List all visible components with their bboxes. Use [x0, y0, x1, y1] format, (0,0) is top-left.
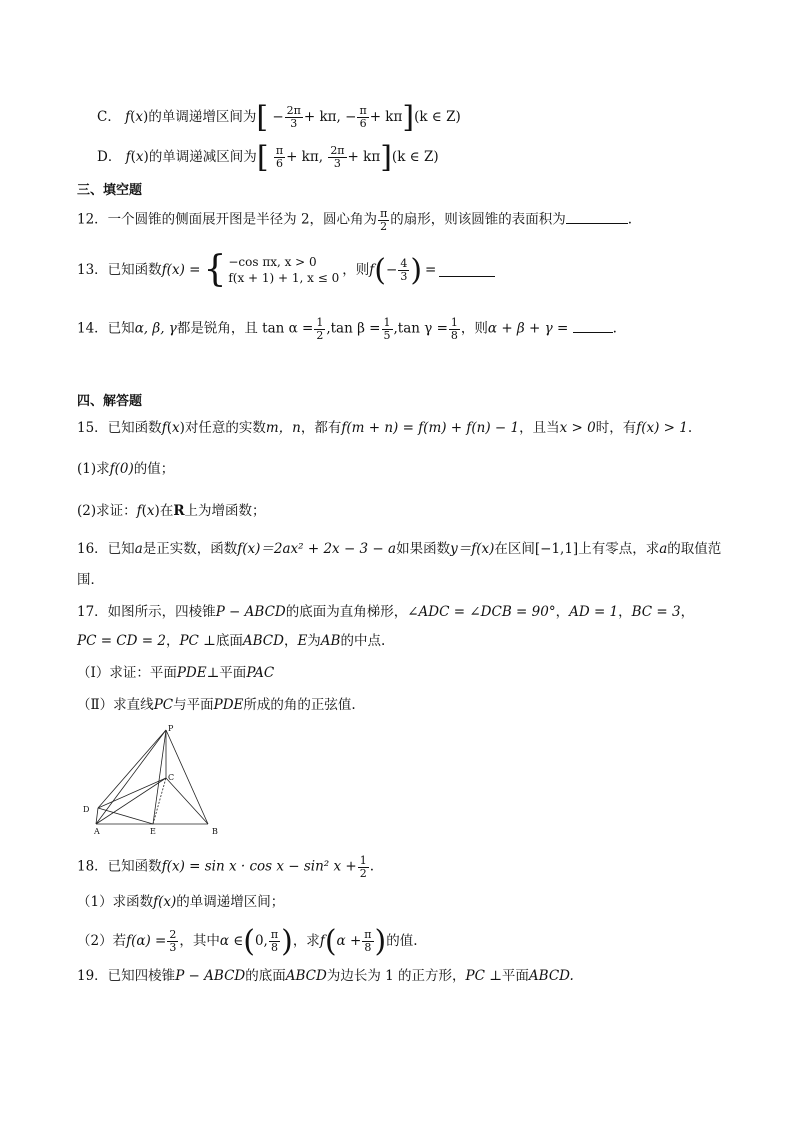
fraction: $\frac{\pi}{2}$	[380, 207, 388, 233]
question-18-part-1: （1）求函数f(x)的单调递增区间；	[77, 894, 285, 910]
fraction: $\frac{1}{8}$	[450, 316, 458, 342]
fraction: $\frac{2\pi}{3}$	[330, 144, 345, 170]
question-18: 18．已知函数f(x) = sin x · cos x − sin² x + $\frac{1}{2}$ .	[77, 854, 375, 880]
vertex-label-p: P	[168, 724, 174, 733]
vertex-label-e: E	[150, 827, 156, 836]
fraction: $\frac{2}{3}$	[169, 928, 177, 954]
answer-blank[interactable]	[439, 264, 495, 277]
math-fx: f	[125, 109, 131, 125]
fraction: $\frac{\pi}{6}$	[359, 104, 367, 130]
pyramid-figure	[78, 722, 228, 837]
question-17-part-1: （Ⅰ）求证：平面PDE⊥平面PAC	[77, 665, 275, 681]
vertex-label-d: D	[83, 805, 90, 814]
question-16-line-2: 围．	[77, 572, 104, 588]
fraction: $\frac{1}{2}$	[359, 854, 367, 880]
question-16-line-1: 16．已知a是正实数，函数f(x)＝2ax² + 2x − 3 − a如果函数y＝f(x)在区间[−1,1]上有零点，求a的取值范	[77, 541, 722, 557]
section-heading-answers: 四、解答题	[77, 394, 143, 409]
answer-blank[interactable]	[573, 320, 613, 333]
fraction: $\frac{1}{5}$	[383, 316, 391, 342]
fraction: $\frac{1}{2}$	[316, 316, 324, 342]
question-15: 15．已知函数f(x)对任意的实数m，n，都有f(m + n) = f(m) + f(n) − 1，且当x > 0时，有f(x) > 1.	[77, 420, 693, 436]
answer-blank[interactable]	[566, 211, 628, 224]
brace-symbol: {	[203, 249, 227, 290]
vertex-label-a: A	[94, 827, 100, 836]
section-heading-fill-in: 三、填空题	[77, 183, 143, 198]
vertex-label-c: C	[168, 773, 175, 782]
q11-option-c: C． f(x)的单调递增区间为[ − $\frac{2\pi}{3}$ + kπ, − $\frac{\pi}{6}$ + kπ](k ∈ Z)	[97, 100, 461, 135]
question-17-line-2: PC = CD = 2，PC ⊥底面ABCD，E为AB的中点.	[77, 633, 386, 649]
fraction: $\frac{\pi}{8}$	[270, 928, 279, 954]
question-17-line-1: 17．如图所示，四棱锥P − ABCD的底面为直角梯形，∠ADC = ∠DCB = 90°，AD = 1，BC = 3，	[77, 604, 695, 620]
question-14: 14．已知α, β, γ都是锐角，且 tan α = $\frac{1}{2}$ ,tan β = $\frac{1}{5}$ ,tan γ = $\frac{1}{8}$ ，则α + β + γ = .	[77, 316, 617, 342]
question-12: 12．一个圆锥的侧面展开图是半径为 2，圆心角为 $\frac{\pi}{2}$ 的扇形，则该圆锥的表面积为 .	[77, 207, 633, 233]
fraction: $\frac{2\pi}{3}$	[286, 104, 301, 130]
fraction: $\frac{4}{3}$	[400, 256, 408, 283]
question-19: 19．已知四棱锥P − ABCD的底面ABCD为边长为 1 的正方形，PC ⊥平面ABCD.	[77, 968, 574, 984]
q11-option-d: D． f(x)的单调递减区间为[ $\frac{\pi}{6}$ + kπ, $\frac{2\pi}{3}$ + kπ](k ∈ Z)	[97, 140, 439, 175]
fraction: $\frac{\pi}{8}$	[364, 928, 372, 954]
piecewise-cases: −cos πx, x > 0 f(x + 1) + 1, x ≤ 0	[228, 254, 340, 285]
question-13: 13．已知函数 f(x) = { −cos πx, x > 0 f(x + 1) + 1, x ≤ 0 ，则 f ( − $\frac{4}{3}$ ) =	[77, 252, 495, 288]
question-17-part-2: （Ⅱ）求直线PC与平面PDE所成的角的正弦值.	[77, 697, 356, 713]
question-15-part-2: (2)求证：f(x)在R上为增函数；	[77, 503, 266, 519]
question-15-part-1: (1)求f(0)的值；	[77, 461, 175, 477]
vertex-label-b: B	[212, 827, 218, 836]
fraction: $\frac{\pi}{6}$	[275, 144, 284, 170]
question-18-part-2: （2）若f(α) = $\frac{2}{3}$ ，其中α ∈(0, $\frac{\pi}{8}$ )，求f(α + $\frac{\pi}{8}$ )的值.	[77, 924, 418, 959]
